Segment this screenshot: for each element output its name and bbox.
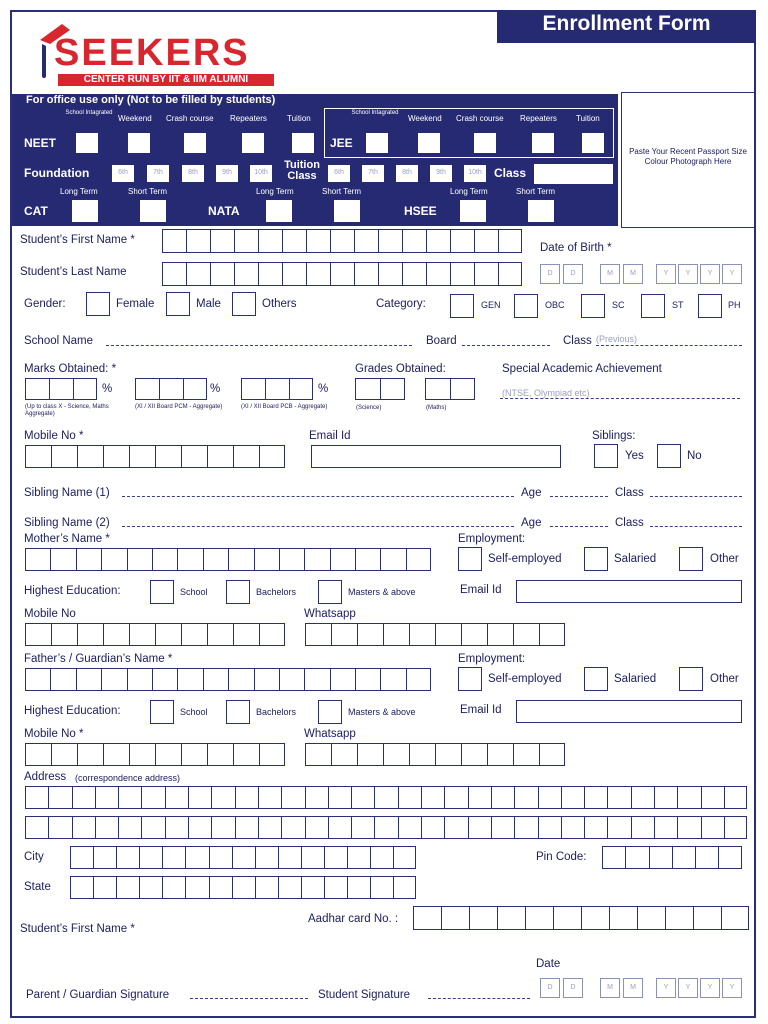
dob-d1[interactable]: D [540,264,560,284]
st-checkbox[interactable] [641,294,665,318]
last-name-boxes[interactable] [162,262,522,286]
jee-tuition-box[interactable] [582,133,604,153]
mother-edu-label: Highest Education: [24,585,121,597]
date-y2[interactable]: Y [678,978,698,998]
logo-text: SEEKERS [54,32,250,74]
mother-self-checkbox[interactable] [458,547,482,571]
mother-masters-label: Masters & above [348,587,416,597]
obc-checkbox[interactable] [514,294,538,318]
mother-salaried-checkbox[interactable] [584,547,608,571]
footer-first-name-label: Student’s First Name * [20,923,135,935]
school-class-line[interactable] [596,345,742,346]
special-placeholder: (NTSE, Olympiad etc) [502,388,590,398]
address-note: (correspondence address) [75,773,181,783]
footer-date-label: Date [536,958,561,970]
board-label: Board [426,335,457,347]
dob-y2[interactable]: Y [678,264,698,284]
date-y4[interactable]: Y [722,978,742,998]
gen-checkbox[interactable] [450,294,474,318]
gender-label: Gender: [24,298,66,310]
tuition-grade-8[interactable]: 8th [396,165,418,182]
address-label: Address [24,771,67,783]
category-label: Category: [376,298,426,310]
nata-short-box[interactable] [334,200,360,222]
cat-short-box[interactable] [140,200,166,222]
sibling2-label: Sibling Name (2) [24,517,110,529]
col-repeaters: Repeaters [230,114,267,123]
neet-weekend-box[interactable] [128,133,150,153]
first-name-label: Student’s First Name * [20,234,135,246]
dob-m1[interactable]: M [600,264,620,284]
first-name-boxes[interactable] [162,229,522,253]
student-mobile-boxes[interactable] [25,445,285,468]
father-salaried-checkbox[interactable] [584,667,608,691]
siblings-yes-checkbox[interactable] [594,444,618,468]
date-y1[interactable]: Y [656,978,676,998]
neet-crash-box[interactable] [184,133,206,153]
ph-label: PH [728,300,741,310]
sibling1-class-label: Class [615,487,644,499]
father-masters-label: Masters & above [348,707,416,717]
sc-label: SC [612,300,625,310]
female-checkbox[interactable] [86,292,110,316]
jee-col-tuition: Tuition [576,114,600,123]
mother-mobile-boxes[interactable] [25,623,285,646]
dob-y3[interactable]: Y [700,264,720,284]
mother-masters-checkbox[interactable] [318,580,342,604]
marks-pcm-pct: % [210,383,221,395]
nata-label: NATA [208,204,240,218]
foundation-grade-7[interactable]: 7th [147,165,169,182]
nata-long-box[interactable] [266,200,292,222]
sibling1-age-line[interactable] [550,496,608,497]
student-email-label: Email Id [309,430,351,442]
male-checkbox[interactable] [166,292,190,316]
mother-other-label: Other [710,553,739,565]
sc-checkbox[interactable] [581,294,605,318]
jee-crash-box[interactable] [474,133,496,153]
state-label: State [24,881,51,893]
marks-pcb-note: (XI / XII Board PCB - Aggregate) [241,404,328,410]
date-d2[interactable]: D [563,978,583,998]
date-d1[interactable]: D [540,978,560,998]
foundation-grade-9[interactable]: 9th [216,165,238,182]
sibling1-label: Sibling Name (1) [24,487,110,499]
mother-employment-label: Employment: [458,533,526,545]
father-whatsapp-boxes[interactable] [305,743,565,766]
foundation-grade-10[interactable]: 10th [250,165,272,182]
siblings-no-label: No [687,450,702,462]
tuition-grade-6[interactable]: 6th [328,165,350,182]
dob-y4[interactable]: Y [722,264,742,284]
nata-short-term: Short Term [322,187,361,196]
father-self-checkbox[interactable] [458,667,482,691]
class-input[interactable] [534,164,613,184]
mother-email-label: Email Id [460,584,502,596]
foundation-grade-8[interactable]: 8th [182,165,204,182]
special-label: Special Academic Achievement [502,363,662,375]
tuition-grade-10[interactable]: 10th [464,165,486,182]
hsee-long-box[interactable] [460,200,486,222]
jee-col-weekend: Weekend [408,114,442,123]
mother-salaried-label: Salaried [614,553,657,565]
state-boxes[interactable] [70,876,416,899]
father-school-label: School [180,707,208,717]
grades-science-note: (Science) [356,405,382,411]
tuition-grade-7[interactable]: 7th [362,165,384,182]
city-label: City [24,851,44,863]
sibling1-age-label: Age [521,487,542,499]
sibling2-line[interactable] [122,526,514,527]
cat-long-term: Long Term [60,187,98,196]
hsee-label: HSEE [404,204,437,218]
mother-bachelors-checkbox[interactable] [226,580,250,604]
dob-m2[interactable]: M [623,264,643,284]
siblings-yes-label: Yes [625,450,644,462]
grades-maths-boxes[interactable] [425,378,475,400]
marks-pcm-boxes[interactable] [135,378,207,400]
jee-col-school-integrated: School Intagrated [351,110,399,116]
marks-x-boxes[interactable] [25,378,97,400]
jee-integrated-box[interactable] [366,133,388,153]
female-label: Female [116,298,155,310]
city-boxes[interactable] [70,846,416,869]
father-self-label: Self-employed [488,673,562,685]
student-signature-label: Student Signature [318,989,411,1001]
others-label: Others [262,298,297,310]
mother-whatsapp-label: Whatsapp [304,608,356,620]
marks-pcb-pct: % [318,383,329,395]
date-m1[interactable]: M [600,978,620,998]
mother-name-boxes[interactable] [25,548,431,571]
siblings-label: Siblings: [592,430,636,442]
student-mobile-label: Mobile No * [24,430,84,442]
marks-label: Marks Obtained: * [24,363,117,375]
father-bachelors-checkbox[interactable] [226,700,250,724]
school-name-line[interactable] [106,345,412,346]
father-masters-checkbox[interactable] [318,700,342,724]
others-checkbox[interactable] [232,292,256,316]
aadhar-label: Aadhar card No. : [308,913,399,925]
hsee-short-term: Short Term [516,187,555,196]
neet-label: NEET [24,136,57,150]
address-line2-boxes[interactable] [25,816,747,839]
grades-science-boxes[interactable] [355,378,405,400]
mother-whatsapp-boxes[interactable] [305,623,565,646]
parent-signature-label: Parent / Guardian Signature [26,989,170,1001]
marks-pcm-note: (XI / XII Board PCM - Aggregate) [135,404,223,410]
cat-short-term: Short Term [128,187,167,196]
school-class-label: Class [563,335,592,347]
school-name-label: School Name [24,335,94,347]
father-edu-label: Highest Education: [24,705,121,717]
jee-repeaters-box[interactable] [532,133,554,153]
father-bachelors-label: Bachelors [256,707,297,717]
obc-label: OBC [545,300,565,310]
hsee-short-box[interactable] [528,200,554,222]
mother-school-label: School [180,587,208,597]
sibling1-class-line[interactable] [650,496,742,497]
tuition-class-label: Tuition Class [284,159,320,182]
mother-school-checkbox[interactable] [150,580,174,604]
ph-checkbox[interactable] [698,294,722,318]
marks-x-pct: % [102,383,113,395]
dob-d2[interactable]: D [563,264,583,284]
gen-label: GEN [481,300,501,310]
date-y3[interactable]: Y [700,978,720,998]
neet-integrated-box[interactable] [76,133,98,153]
foundation-label: Foundation [24,166,90,180]
grades-maths-note: (Maths) [426,405,447,411]
father-whatsapp-label: Whatsapp [304,728,356,740]
mother-self-label: Self-employed [488,553,562,565]
cat-label: CAT [24,204,48,218]
form-title: Enrollment Form [497,10,756,43]
father-email-input[interactable] [516,700,742,723]
foundation-grade-6[interactable]: 6th [112,165,134,182]
pin-code-label: Pin Code: [536,851,587,863]
address-line1-boxes[interactable] [25,786,747,809]
sibling2-age-line[interactable] [550,526,608,527]
date-m2[interactable]: M [623,978,643,998]
student-email-input[interactable] [311,445,561,468]
col-crash: Crash course [166,114,214,123]
grades-label: Grades Obtained: [355,363,446,375]
father-mobile-boxes[interactable] [25,743,285,766]
sibling1-line[interactable] [122,496,514,497]
mother-bachelors-label: Bachelors [256,587,297,597]
dob-label: Date of Birth * [540,242,612,254]
photo-box[interactable]: Paste Your Recent Passport Size Colour Photograph Here [621,92,755,228]
jee-weekend-box[interactable] [418,133,440,153]
marks-pcb-boxes[interactable] [241,378,313,400]
father-email-label: Email Id [460,704,502,716]
aadhar-boxes[interactable] [413,906,749,930]
col-school-integrated: School Intagrated [65,110,113,116]
father-employment-label: Employment: [458,653,526,665]
parent-signature-line[interactable] [190,998,308,999]
father-school-checkbox[interactable] [150,700,174,724]
hsee-long-term: Long Term [450,187,488,196]
nata-long-term: Long Term [256,187,294,196]
mother-name-label: Mother’s Name * [24,533,110,545]
mother-other-checkbox[interactable] [679,547,703,571]
mother-email-input[interactable] [516,580,742,603]
jee-label: JEE [330,136,353,150]
logo-tagline: CENTER RUN BY IIT & IIM ALUMNI [58,74,274,86]
father-salaried-label: Salaried [614,673,657,685]
neet-repeaters-box[interactable] [242,133,264,153]
father-name-boxes[interactable] [25,668,431,691]
col-tuition: Tuition [287,114,311,123]
class-label: Class [494,166,527,180]
jee-col-crash: Crash course [456,114,504,123]
jee-col-repeaters: Repeaters [520,114,557,123]
special-line[interactable] [500,398,740,399]
male-label: Male [196,298,221,310]
father-other-label: Other [710,673,739,685]
tuition-grade-9[interactable]: 9th [430,165,452,182]
sibling2-class-line[interactable] [650,526,742,527]
father-mobile-label: Mobile No * [24,728,84,740]
board-line[interactable] [462,345,550,346]
st-label: ST [672,300,684,310]
last-name-label: Student’s Last Name [20,266,127,278]
father-name-label: Father’s / Guardian’s Name * [24,653,173,665]
siblings-no-checkbox[interactable] [657,444,681,468]
pin-code-boxes[interactable] [602,846,742,869]
office-heading: For office use only (Not to be filled by students) [26,94,276,106]
sibling2-age-label: Age [521,517,542,529]
col-weekend: Weekend [118,114,152,123]
school-class-note: (Previous) [596,334,638,344]
logo [32,18,282,90]
dob-y1[interactable]: Y [656,264,676,284]
father-other-checkbox[interactable] [679,667,703,691]
student-signature-line[interactable] [428,998,530,999]
marks-x-note: (Up to class X - Science, Maths Aggregate) [25,404,109,417]
sibling2-class-label: Class [615,517,644,529]
cat-long-box[interactable] [72,200,98,222]
mother-mobile-label: Mobile No [24,608,76,620]
neet-tuition-box[interactable] [292,133,314,153]
